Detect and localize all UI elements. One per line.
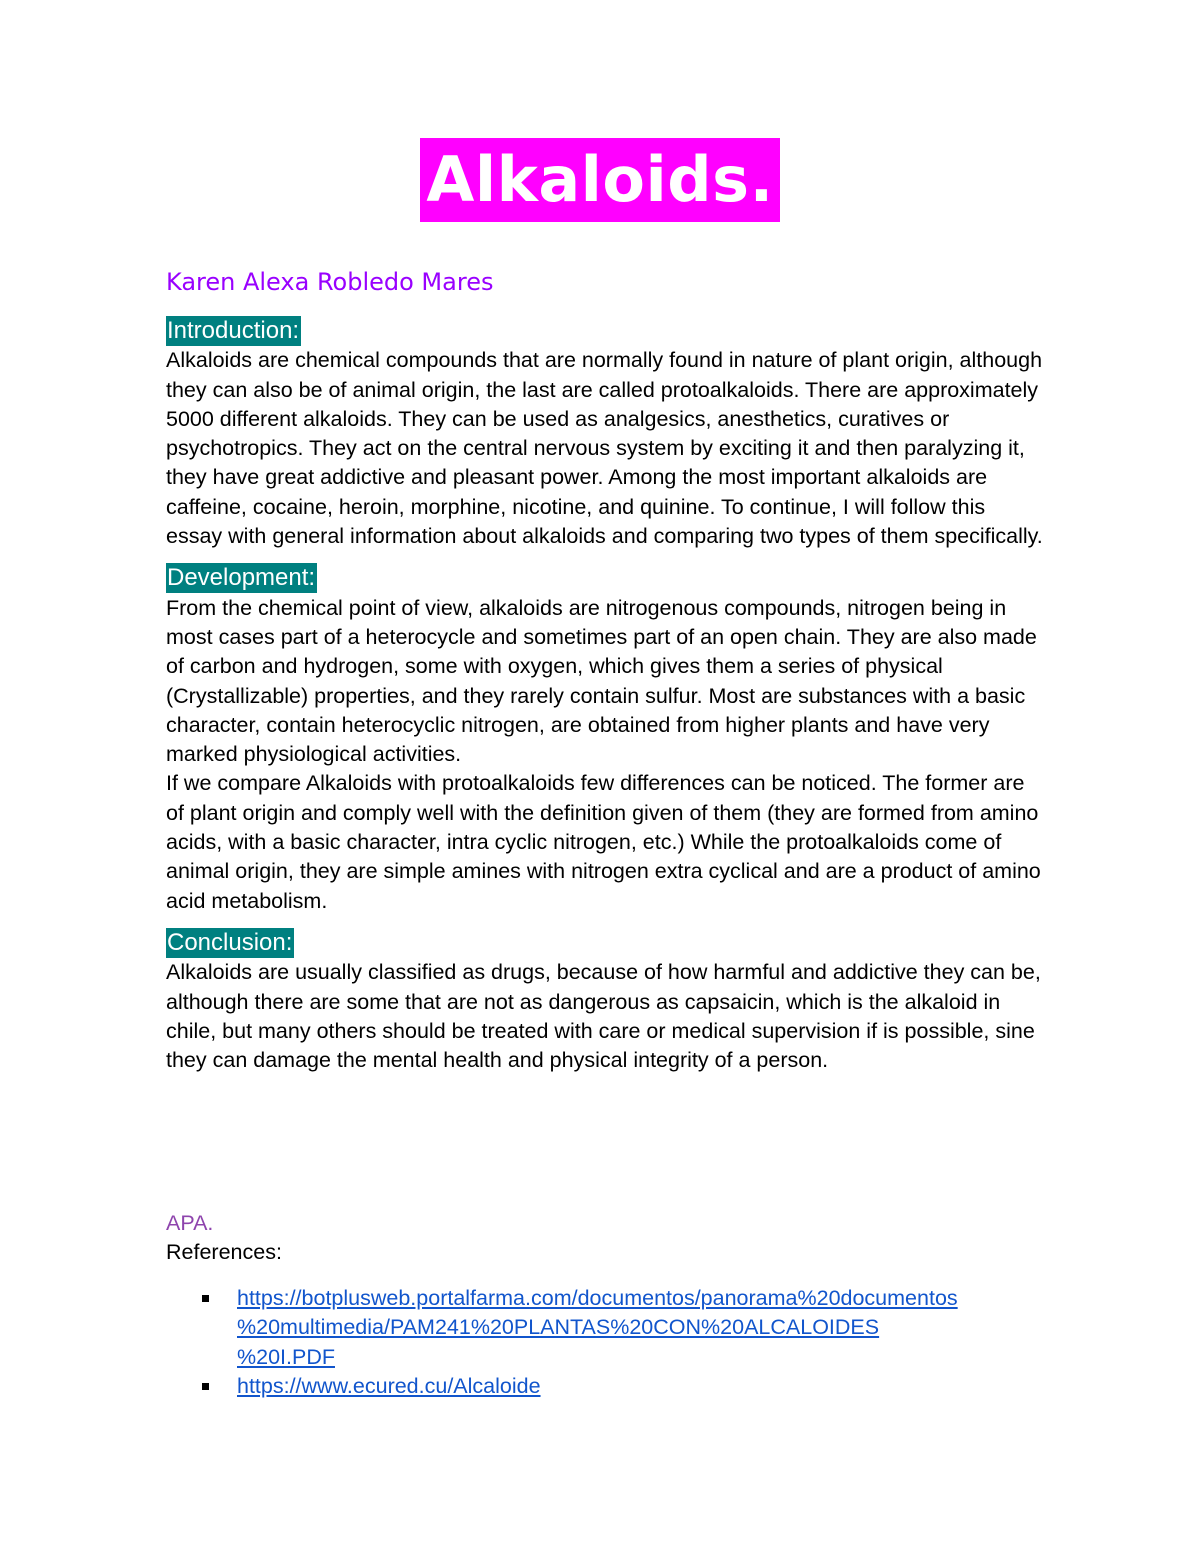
reference-item: [200, 1284, 1040, 1372]
references-label: References:: [166, 1240, 282, 1264]
reference-link[interactable]: [237, 1284, 1040, 1372]
section-heading: Conclusion:: [167, 928, 293, 956]
reference-item: [200, 1372, 1040, 1401]
citation-style-label: APA.: [166, 1211, 214, 1235]
section-development: [166, 563, 1046, 916]
bullet-square-icon: [202, 1295, 209, 1302]
references-list: [200, 1284, 1040, 1401]
paragraph: From the chemical point of view, alkaloids are nitrogenous compounds, nitrogen being in most cases part of a heterocycle and sometimes part of an open chain. They are also made of carbon and hydrogen, some with oxygen, which gives them a series of physical (Crystallizable) properties, and they rarely contain sulfur. Most are substances with a basic character, contain heterocyclic nitrogen, are obtained from higher plants and have very marked physiological activities.: [166, 595, 1037, 767]
paragraph: Alkaloids are chemical compounds that are normally found in nature of plant origin, although they can also be of animal origin, the last are called protoalkaloids. There are approximately 5000 different alkaloids. They can be used as analgesics, anesthetics, curatives or psychotropics. They act on the central nervous system by exciting it and then paralyzing it, they have great addictive and pleasant power. Among the most important alkaloids are caffeine, cocaine, heroin, morphine, nicotine, and quinine. To continue, I will follow this essay with general information about alkaloids and comparing two types of them specifically.: [166, 348, 1043, 549]
bullet-square-icon: [202, 1383, 209, 1390]
reference-link-line: %20multimedia/PAM241%20PLANTAS%20CON%20ALCALOIDES: [237, 1315, 880, 1340]
document-body: [166, 316, 1046, 1087]
title-container: [0, 138, 1200, 222]
section-heading: Development:: [167, 564, 316, 592]
reference-link-line: %20I.PDF: [237, 1344, 335, 1369]
section-introduction: [166, 316, 1046, 551]
document-title: Alkaloids.: [420, 138, 779, 222]
reference-link-line: https://www.ecured.cu/Alcaloide: [237, 1373, 541, 1398]
reference-link-line: https://botplusweb.portalfarma.com/documentos/panorama%20documentos: [237, 1286, 958, 1310]
section-heading: Introduction:: [167, 317, 300, 344]
author-name: Karen Alexa Robledo Mares: [166, 268, 494, 296]
reference-link[interactable]: [237, 1372, 1040, 1401]
section-conclusion: [166, 928, 1046, 1075]
paragraph: If we compare Alkaloids with protoalkaloids few differences can be noticed. The former are of plant origin and comply well with the definition given of them (they are formed from amino acids, with a basic character, intra cyclic nitrogen, etc.) While the protoalkaloids come of animal origin, they are simple amines with nitrogen extra cyclical and are a product of amino acid metabolism.: [166, 771, 1041, 913]
paragraph: Alkaloids are usually classified as drugs, because of how harmful and addictive they can be, although there are some that are not as dangerous as capsaicin, which is the alkaloid in chile, but many others should be treated with care or medical supervision if is possible, sine they can damage the mental health and physical integrity of a person.: [166, 960, 1041, 1073]
